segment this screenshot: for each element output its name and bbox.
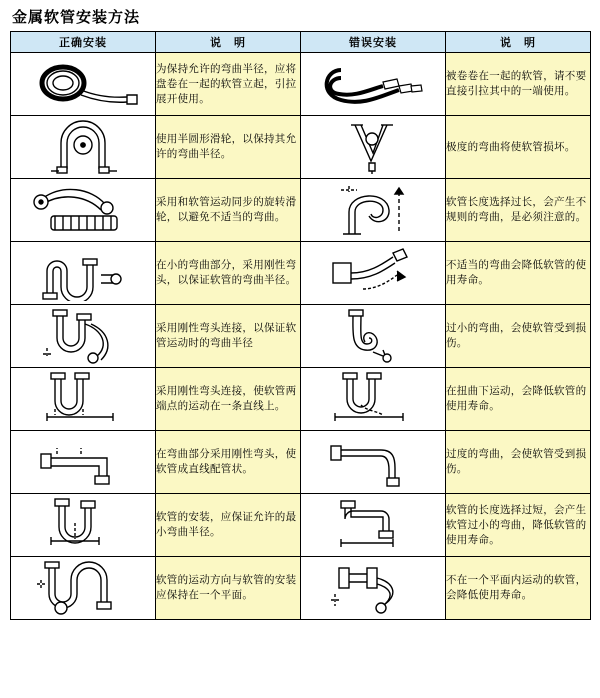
table-row	[11, 179, 591, 242]
note-text: 不适当的弯曲会降低软管的使用寿命。	[446, 242, 591, 305]
note-text: 采用刚性弯头连接，使软管两端点的运动在一条直线上。	[156, 368, 301, 431]
note-text: 软管长度选择过长，会产生不规则的弯曲，是必须注意的。	[446, 179, 591, 242]
figure-twisting-motion	[301, 368, 446, 431]
note-text: 采用和软管运动同步的旋转滑轮，以避免不适当的弯曲。	[156, 179, 301, 242]
note-text: 使用半圆形滑轮，以保持其允许的弯曲半径。	[156, 116, 301, 179]
figure-improper-bend	[301, 242, 446, 305]
column-header-wrong-install: 错误安装	[301, 32, 446, 53]
figure-sharp-bend-sheave	[301, 116, 446, 179]
figure-straight-line-motion	[11, 368, 156, 431]
note-text: 软管的安装，应保证允许的最小弯曲半径。	[156, 494, 301, 557]
figure-rigid-elbow-connection	[11, 305, 156, 368]
table-row	[11, 53, 591, 116]
figure-out-of-plane-motion	[301, 557, 446, 620]
figure-minimum-bend-radius	[11, 494, 156, 557]
figure-too-long-hose	[301, 494, 446, 557]
figure-same-plane-motion	[11, 557, 156, 620]
note-text: 软管的运动方向与软管的安装应保持在一个平面。	[156, 557, 301, 620]
table-row	[11, 116, 591, 179]
note-text: 过小的弯曲，会使软管受到损伤。	[446, 305, 591, 368]
figure-synchronized-rotating-pulley	[11, 179, 156, 242]
note-text: 被卷卷在一起的软管，请不要直接引拉其中的一端使用。	[446, 53, 591, 116]
figure-rigid-bend-small-radius	[11, 242, 156, 305]
column-header-wrong-note: 说 明	[446, 32, 591, 53]
table-row	[11, 494, 591, 557]
hose-installation-table	[10, 31, 591, 620]
table-header-row	[11, 32, 591, 53]
note-text: 不在一个平面内运动的软管，会降低使用寿命。	[446, 557, 591, 620]
figure-too-small-bend	[301, 305, 446, 368]
table-row	[11, 305, 591, 368]
figure-coiled-hose-pulled	[301, 53, 446, 116]
table-row	[11, 431, 591, 494]
column-header-correct-note: 说 明	[156, 32, 301, 53]
figure-straight-pipe-with-elbow	[11, 431, 156, 494]
note-text: 在小的弯曲部分，采用刚性弯头，以保证软管的弯曲半径。	[156, 242, 301, 305]
table-row	[11, 242, 591, 305]
note-text: 采用刚性弯头连接，以保证软管运动时的弯曲半径	[156, 305, 301, 368]
column-header-correct-install: 正确安装	[11, 32, 156, 53]
note-text: 软管的长度选择过短，会产生软管过小的弯曲，降低软管的使用寿命。	[446, 494, 591, 557]
note-text: 在扭曲下运动，会降低软管的使用寿命。	[446, 368, 591, 431]
note-text: 极度的弯曲将使软管损坏。	[446, 116, 591, 179]
note-text: 为保持允许的弯曲半径，应将盘卷在一起的软管立起，引拉展开使用。	[156, 53, 301, 116]
figure-over-bending	[301, 431, 446, 494]
table-row	[11, 368, 591, 431]
page-title: 金属软管安装方法	[12, 8, 141, 26]
figure-coiled-hose-standing	[11, 53, 156, 116]
figure-semicircular-sheave	[11, 116, 156, 179]
note-text: 在弯曲部分采用刚性弯头，使软管成直线配管状。	[156, 431, 301, 494]
figure-excess-length-loop	[301, 179, 446, 242]
note-text: 过度的弯曲，会使软管受到损伤。	[446, 431, 591, 494]
table-row	[11, 557, 591, 620]
